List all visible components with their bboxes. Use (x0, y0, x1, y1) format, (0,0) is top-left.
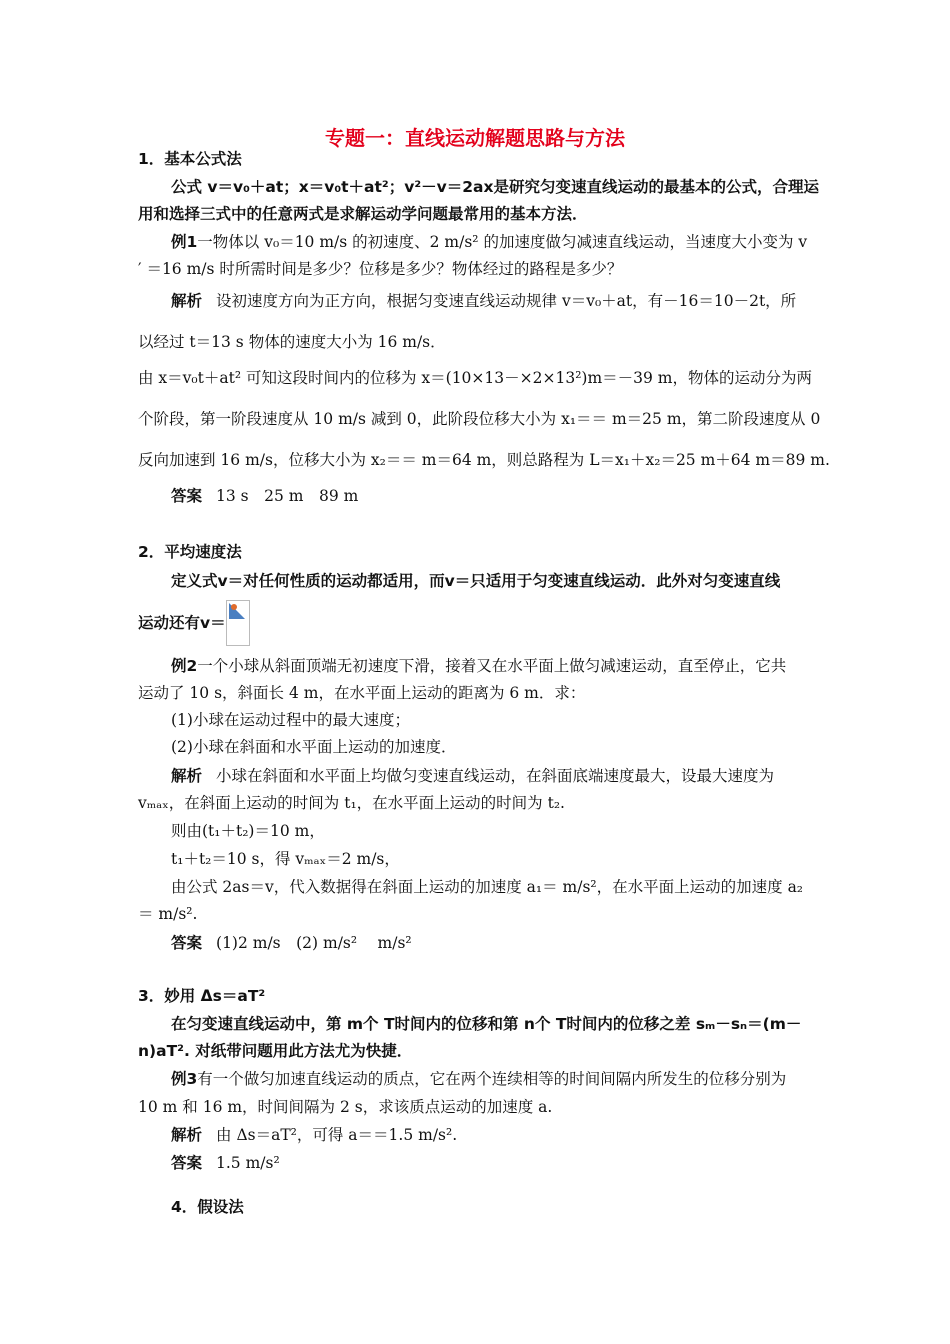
solution-3-label: 解析 (171, 1126, 203, 1144)
solution-2-line-4: t₁＋t₂＝10 s，得 vₘₐₓ＝2 m/s， (171, 850, 400, 868)
example-3-text: 有一个做匀加速直线运动的质点，它在两个连续相等的时间间隔内所发生的位移分别为 (197, 1070, 787, 1088)
solution-1-line-5: 反向加速到 16 m/s，位移大小为 x₂＝＝ m＝64 m，则总路程为 L＝x₁＋x₂＝25 m＋64 m＝89 m. (138, 451, 830, 469)
section-3-intro-line-1: 在匀变速直线运动中，第 m个 T时间内的位移和第 n个 T时间内的位移之差 sₘ－sₙ＝(m－ (171, 1015, 802, 1033)
question-2-2: (2)小球在斜面和水平面上运动的加速度． (171, 738, 457, 756)
example-2-line-1 (171, 655, 786, 677)
example-2-text: 一个小球从斜面顶端无初速度下滑，接着又在水平面上做匀减速运动，直至停止，它共 (197, 657, 787, 675)
solution-2-line-1 (171, 765, 774, 787)
formula-image-icon (226, 600, 250, 646)
solution-1-line-2: 以经过 t＝13 s 物体的速度大小为 16 m/s． (138, 333, 446, 351)
answer-2-label: 答案 (171, 934, 203, 952)
example-1-text: 一物体以 v₀＝10 m/s 的初速度、2 m/s² 的加速度做匀减速直线运动，当速度大小变为 v (197, 233, 808, 251)
example-1-line-1 (171, 231, 807, 253)
section-1-intro-line-2: 用和选择三式中的任意两式是求解运动学问题最常用的基本方法． (138, 205, 588, 223)
section-2-intro-line-2: 运动还有v＝ (138, 614, 226, 632)
solution-2-label: 解析 (171, 767, 203, 785)
answer-3-text: 1.5 m/s² (216, 1154, 280, 1172)
question-2-1: (1)小球在运动过程中的最大速度； (171, 711, 410, 729)
section-1-intro-line-1: 公式 v＝v₀＋at；x＝v₀t＋at²；v²－v＝2ax是研究匀变速直线运动的最基本的公式，合理运 (171, 178, 819, 196)
example-3-line-1 (171, 1068, 786, 1090)
solution-2-text: 小球在斜面和水平面上均做匀变速直线运动，在斜面底端速度最大，设最大速度为 (216, 767, 775, 785)
example-1-label: 例1 (171, 233, 198, 251)
solution-3-line-1 (171, 1124, 457, 1146)
solution-2-line-2: vₘₐₓ，在斜面上运动的时间为 t₁，在水平面上运动的时间为 t₂. (138, 794, 565, 812)
answer-2-line (171, 932, 412, 954)
page-title: 专题一：直线运动解题思路与方法 (325, 126, 625, 150)
answer-1-text: 13 s 25 m 89 m (216, 487, 359, 505)
answer-2-text: (1)2 m/s (2) m/s² m/s² (216, 934, 412, 952)
example-2-line-2: 运动了 10 s，斜面长 4 m，在水平面上运动的距离为 6 m．求： (138, 684, 586, 702)
example-3-line-2: 10 m 和 16 m，时间间隔为 2 s，求该质点运动的加速度 a. (138, 1098, 553, 1116)
example-3-label: 例3 (171, 1070, 198, 1088)
solution-2-line-6: ＝ m/s². (138, 905, 198, 923)
solution-1-line-3: 由 x＝v₀t＋at² 可知这段时间内的位移为 x＝(10×13－×2×13²)m＝－39 m，物体的运动分为两 (138, 369, 812, 387)
solution-2-line-3: 则由(t₁＋t₂)＝10 m， (171, 822, 325, 840)
section-4-heading: 4．假设法 (171, 1198, 244, 1216)
solution-1-text: 设初速度方向为正方向，根据匀变速直线运动规律 v＝v₀＋at，有－16＝10－2t，所 (216, 292, 797, 310)
section-3-heading: 3．妙用 Δs＝aT² (138, 987, 266, 1005)
solution-1-line-4: 个阶段，第一阶段速度从 10 m/s 减到 0，此阶段位移大小为 x₁＝＝ m＝25 m，第二阶段速度从 0 (138, 410, 821, 428)
example-2-label: 例2 (171, 657, 198, 675)
solution-2-line-5: 由公式 2as＝v，代入数据得在斜面上运动的加速度 a₁＝ m/s²，在水平面上运动的加速度 a₂ (171, 878, 804, 896)
answer-3-label: 答案 (171, 1154, 203, 1172)
solution-3-text: 由 Δs＝aT²，可得 a＝＝1.5 m/s². (216, 1126, 458, 1144)
answer-1-line (171, 485, 358, 507)
solution-1-line-1 (171, 290, 796, 312)
section-2-intro-line-1: 定义式v＝对任何性质的运动都适用，而v＝只适用于匀变速直线运动．此外对匀变速直线 (171, 572, 781, 590)
example-1-line-2: ′ ＝16 m/s 时所需时间是多少？位移是多少？物体经过的路程是多少？ (138, 260, 623, 278)
answer-1-label: 答案 (171, 487, 203, 505)
section-3-intro-line-2: n)aT². 对纸带问题用此方法尤为快捷． (138, 1042, 413, 1060)
answer-3-line (171, 1152, 280, 1174)
solution-1-label: 解析 (171, 292, 203, 310)
section-2-heading: 2．平均速度法 (138, 543, 242, 561)
section-1-heading: 1．基本公式法 (138, 150, 242, 168)
